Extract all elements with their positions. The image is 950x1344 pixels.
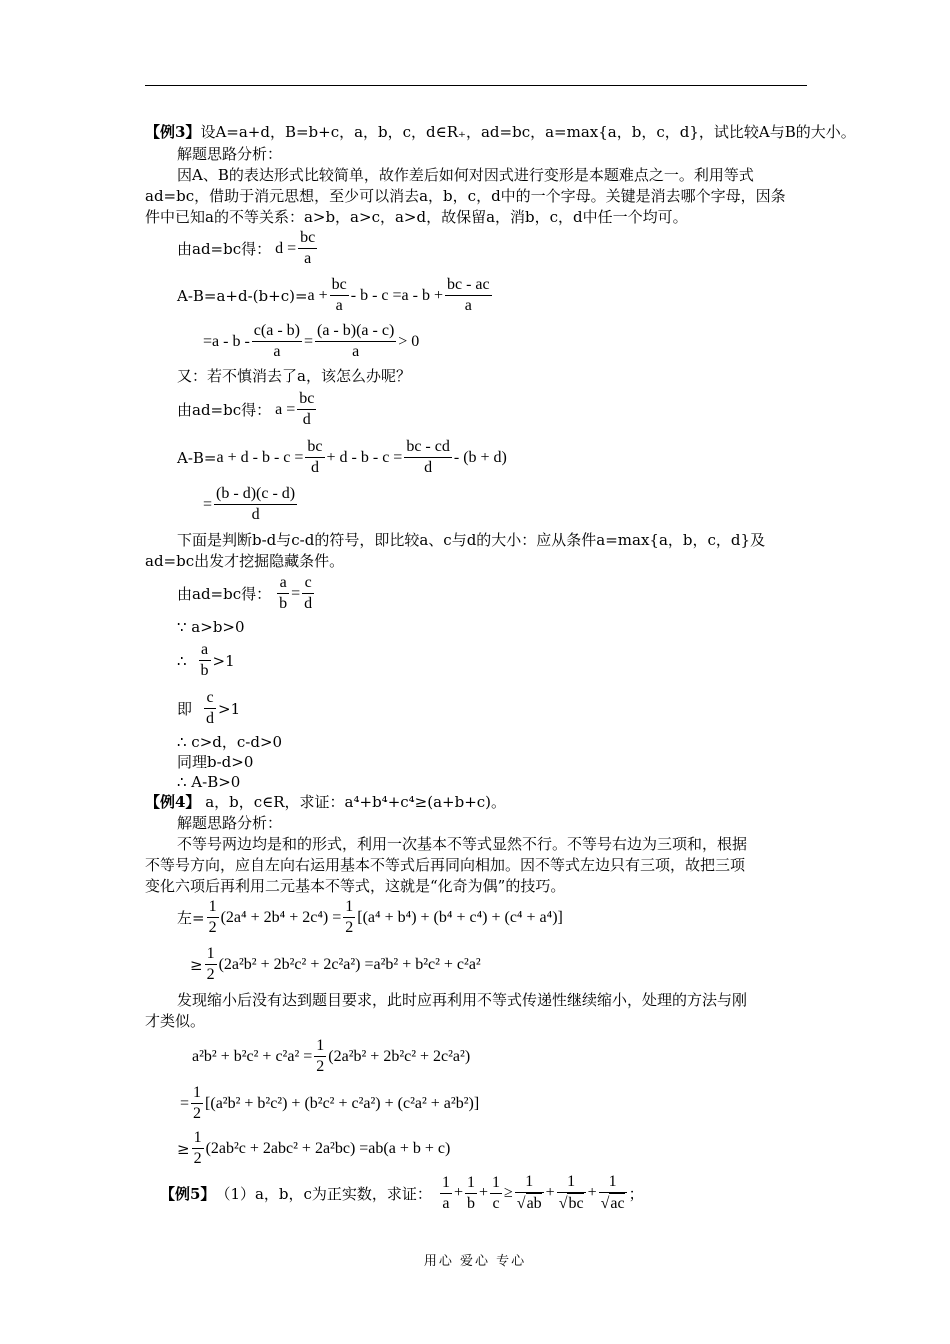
example-3-text: 设A=a+d，B=b+c，a，b，c，d∈R₊，ad=bc，a=max{a，b，c，d}，试比较A与B的大小。 (200, 123, 856, 141)
paragraph-line: 下面是判断b-d与c-d的符号，即比较a、c与d的大小：应从条件a=max{a，b，c，d}及 (177, 531, 766, 549)
equation-text: ≥ (190, 955, 203, 974)
fraction: $\frac{a}{b}$ (279, 574, 288, 612)
paragraph-line: ∴ A-B>0 (177, 773, 241, 791)
equation-row (177, 437, 507, 478)
fraction: $\frac{1}{√ab}$ (516, 1173, 542, 1212)
header-rule (145, 85, 807, 86)
equation-row (177, 1128, 450, 1169)
analysis-title: 解题思路分析： (177, 145, 283, 163)
paragraph-line: 变化六项后再利用二元基本不等式，这就是“化奇为偶”的技巧。 (145, 877, 566, 895)
paragraph-line: 不等号方向，应自左向右运用基本不等式后再同向相加。因不等式左边只有三项，故把三项 (145, 856, 746, 874)
paragraph-line: 才类似。 (145, 1012, 206, 1030)
equation-text: + (478, 1184, 488, 1201)
equation-text: + (545, 1184, 555, 1201)
paragraph-line: ad=bc，借助于消元思想，至少可以消去a，b，c，d中的一个字母。关键是消去哪个字母，因条 (145, 187, 786, 205)
equation-text: = (203, 495, 213, 513)
equation-row (180, 1083, 479, 1124)
equation-text: + (587, 1184, 597, 1201)
equation-text: 由ad=bc得： (177, 585, 272, 603)
equation-text: (2a²b² + 2b²c² + 2c²a²) =a²b² + b²c² + c²a² (218, 955, 481, 973)
paragraph-line: 因A、B的表达形式比较简单，故作差后如何对因式进行变形是本题难点之一。利用等式 (177, 166, 754, 184)
paragraph-line: 同理b-d>0 (177, 753, 254, 771)
equation-text: a + d - b - c = (216, 448, 304, 466)
therefore-symbol: ∴ (177, 651, 187, 670)
paragraph-line: 件中已知a的不等关系：a>b，a>c，a>d，故保留a，消b，c，d中任一个均可。 (145, 208, 688, 226)
equation-row (190, 944, 481, 985)
example-4-label: 【例4】 (145, 793, 201, 811)
paragraph-line: ∴ c>d，c-d>0 (177, 733, 283, 751)
equation-text: [(a⁴ + b⁴) + (b⁴ + c⁴) + (c⁴ + a⁴)] (357, 908, 563, 926)
paragraph-line: ∵ a>b>0 (177, 618, 245, 636)
example-3-label: 【例3】 (145, 123, 201, 141)
equation-row (203, 321, 419, 362)
page-footer: 用心 爱心 专心 (423, 1254, 527, 1269)
equation-row (177, 275, 494, 316)
fraction: $\frac{1}{2}$ (345, 898, 354, 936)
equation-row (203, 484, 299, 525)
equation-text: ≥ (177, 1139, 190, 1158)
equation-text: (2a⁴ + 2b⁴ + 2c⁴) = (220, 908, 342, 926)
equation-text: A-B= (177, 448, 217, 467)
paragraph-line: 发现缩小后没有达到题目要求，此时应再利用不等式传递性继续缩小，处理的方法与刚 (177, 991, 748, 1009)
equation-text: >1 (212, 651, 235, 670)
equation-text: [(a²b² + b²c²) + (b²c² + c²a²) + (c²a² + a²b²)] (205, 1094, 480, 1112)
equation-text: 由ad=bc得： (177, 240, 272, 258)
fraction: $\frac{1}{√bc}$ (558, 1173, 584, 1212)
equation-text: + (453, 1184, 463, 1201)
fraction: $\frac{bc}{d}$ (299, 390, 315, 428)
equation-text: =a - b - (203, 332, 250, 350)
analysis-title: 解题思路分析： (177, 814, 283, 832)
equation-text: a = (275, 400, 296, 418)
fraction: $\frac{1}{2}$ (193, 1084, 202, 1122)
fraction: $\frac{bc}{d}$ (307, 438, 323, 476)
example-4-text: a，b，c∈R，求证：a⁴+b⁴+c⁴≥(a+b+c)。 (200, 793, 507, 811)
equation-text: - (b + d) (453, 448, 507, 466)
fraction: $\frac{1}{√ac}$ (600, 1173, 625, 1212)
fraction: $\frac{(a - b)(a - c)}{a}$ (317, 322, 395, 360)
fraction: $\frac{bc - ac}{a}$ (447, 276, 490, 314)
equation-text: - b - c =a - b + (350, 286, 443, 304)
equation-text: = (180, 1094, 190, 1112)
example-5-text: （1）a，b，c为正实数，求证： (215, 1184, 432, 1203)
equation-row (177, 897, 563, 938)
equation-text: (2ab²c + 2abc² + 2a²bc) =ab(a + b + c) (205, 1139, 451, 1157)
equation-text: 由ad=bc得： (177, 401, 272, 419)
equation-text: + d - b - c = (326, 448, 403, 466)
fraction: $\frac{1}{b}$ (466, 1173, 475, 1212)
equation-text: >1 (218, 699, 241, 718)
fraction: $\frac{1}{2}$ (193, 1129, 202, 1167)
equation-text: (2a²b² + 2b²c² + 2c²a²) (328, 1047, 471, 1065)
equation-row (177, 573, 316, 614)
equation-text: d = (275, 239, 297, 257)
fraction: $\frac{1}{2}$ (206, 945, 215, 983)
equation-text: = (291, 584, 301, 602)
example-5-statement (160, 1172, 644, 1214)
fraction: $\frac{1}{2}$ (208, 898, 217, 936)
equation-text: a + (307, 286, 328, 304)
fraction: $\frac{bc - cd}{d}$ (406, 438, 450, 476)
equation-row (177, 228, 319, 269)
equation-row (192, 1036, 470, 1077)
fraction: $\frac{(b - d)(c - d)}{d}$ (216, 485, 296, 523)
paragraph-line: ad=bc出发才挖掘隐藏条件。 (145, 552, 345, 570)
example-3-statement (145, 122, 856, 143)
equation-text: A-B=a+d-(b+c)= (177, 286, 308, 305)
fraction: $\frac{a}{b}$ (200, 641, 209, 679)
fraction: $\frac{1}{c}$ (492, 1173, 500, 1212)
equation-text: > 0 (398, 332, 420, 350)
equation-row (177, 688, 240, 729)
equation-text: ； (628, 1184, 644, 1203)
fraction: $\frac{bc}{a}$ (331, 276, 347, 314)
equation-row (177, 389, 318, 430)
example-4-statement (145, 792, 506, 813)
fraction: $\frac{bc}{a}$ (300, 229, 316, 267)
equation-text: = (303, 332, 313, 350)
fraction: $\frac{c(a - b)}{a}$ (253, 322, 300, 360)
paragraph-line: 不等号两边均是和的形式，利用一次基本不等式显然不行。不等号右边为三项和，根据 (177, 835, 748, 853)
fraction: $\frac{1}{a}$ (441, 1173, 450, 1212)
equation-text: ≥ (504, 1184, 513, 1201)
equation-text: 即 (177, 700, 193, 718)
fraction: $\frac{c}{d}$ (304, 574, 313, 612)
example-5-label: 【例5】 (160, 1184, 216, 1203)
paragraph-line: 又：若不慎消去了a，该怎么办呢？ (177, 367, 411, 385)
fraction: $\frac{1}{2}$ (316, 1037, 325, 1075)
equation-text: a²b² + b²c² + c²a² = (192, 1047, 313, 1065)
fraction: $\frac{c}{d}$ (206, 689, 215, 727)
equation-row (177, 640, 235, 681)
equation-text: 左= (177, 909, 205, 927)
